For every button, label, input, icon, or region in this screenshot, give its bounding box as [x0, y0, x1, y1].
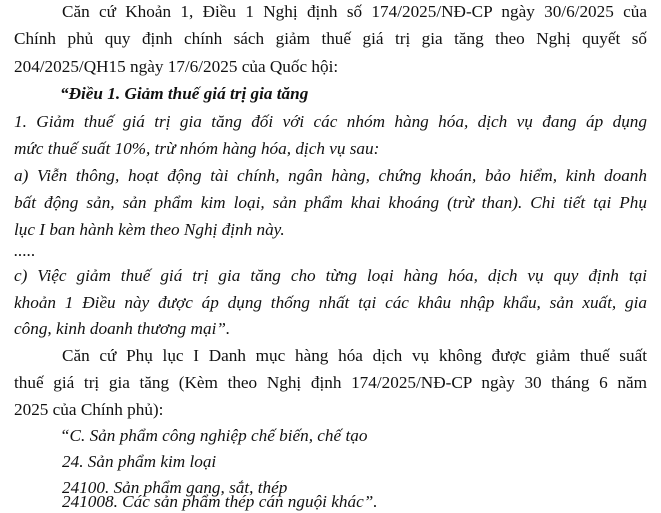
clause-a-line-3: lục I ban hành kèm theo Nghị định này.	[14, 220, 285, 239]
paragraph-1-line-1: Căn cứ Khoản 1, Điều 1 Nghị định số 174/2025/NĐ-CP ngày 30/6/2025 của	[62, 2, 647, 21]
clause-c-line-3: công, kinh doanh thương mại”.	[14, 319, 231, 338]
clause-a-line-2: bất động sản, sản phẩm kim loại, sản phẩm khai khoáng (trừ than). Chi tiết tại Phụ	[14, 193, 647, 212]
ellipsis: .....	[14, 241, 36, 260]
paragraph-1-line-2: Chính phủ quy định chính sách giảm thuế giá trị gia tăng theo Nghị quyết số	[14, 29, 647, 48]
clause-c-line-1: c) Việc giảm thuế giá trị gia tăng cho từng loại hàng hóa, dịch vụ quy định tại	[14, 266, 647, 285]
article-heading: “Điều 1. Giảm thuế giá trị gia tăng	[60, 84, 309, 103]
clause-a-line-1: a) Viễn thông, hoạt động tài chính, ngân hàng, chứng khoán, bảo hiểm, kinh doanh	[14, 166, 647, 185]
paragraph-1-line-3: 204/2025/QH15 ngày 17/6/2025 của Quốc hội:	[14, 57, 339, 76]
appendix-item-24: 24. Sản phẩm kim loại	[62, 452, 217, 471]
clause-c-line-2: khoản 1 Điều này được áp dụng thống nhất tại các khâu nhập khẩu, sản xuất, gia	[14, 293, 647, 312]
appendix-item-c: “C. Sản phẩm công nghiệp chế biến, chế tạo	[60, 426, 368, 445]
paragraph-2-line-3: 2025 của Chính phủ):	[14, 400, 164, 419]
clause-1-line-1: 1. Giảm thuế giá trị gia tăng đối với các nhóm hàng hóa, dịch vụ đang áp dụng	[14, 112, 647, 131]
paragraph-2-line-2: thuế giá trị gia tăng (Kèm theo Nghị định 174/2025/NĐ-CP ngày 30 tháng 6 năm	[14, 373, 647, 392]
appendix-item-24100: 24100. Sản phẩm gang, sắt, thép	[62, 478, 288, 497]
paragraph-2-line-1: Căn cứ Phụ lục I Danh mục hàng hóa dịch vụ không được giảm thuế suất	[62, 346, 647, 365]
clause-1-line-2: mức thuế suất 10%, trừ nhóm hàng hóa, dịch vụ sau:	[14, 139, 380, 158]
appendix-item-241008: 241008. Các sản phẩm thép cán nguội khác”.	[62, 492, 378, 511]
